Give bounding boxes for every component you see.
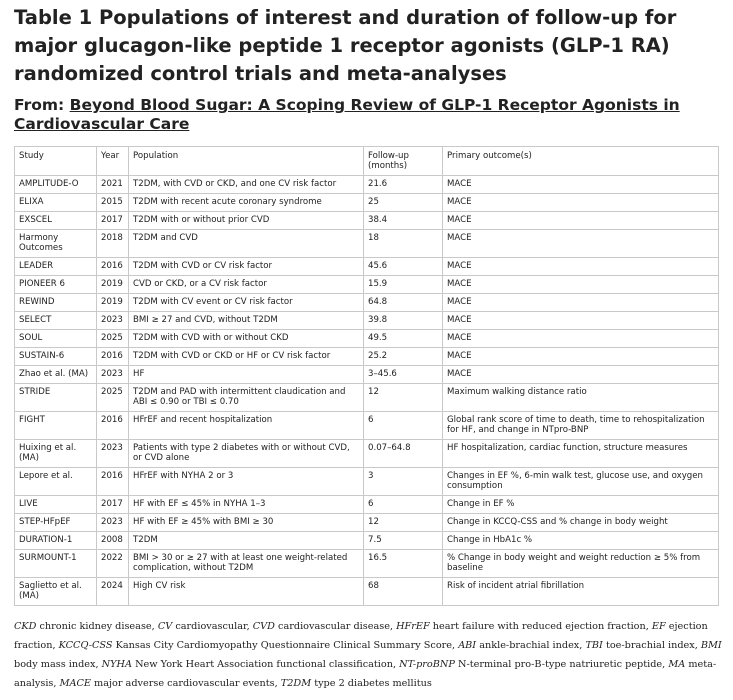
table-row <box>15 258 719 276</box>
population-cell: T2DM with or without prior CVD <box>129 212 364 230</box>
population-cell: BMI > 30 or ≥ 27 with at least one weight-related complication, without T2DM <box>129 550 364 578</box>
table-row <box>15 384 719 412</box>
study-cell: Zhao et al. (MA) <box>15 366 97 384</box>
follow-up-cell: 16.5 <box>364 550 443 578</box>
year-cell: 2023 <box>97 312 129 330</box>
table-row <box>15 294 719 312</box>
abbreviation-definition: heart failure with reduced ejection fraction, <box>429 621 652 632</box>
table-title: Table 1 Populations of interest and duration of follow-up for major glucagon-like peptide 1 receptor agonists (GLP-1 RA) randomized control trials and meta-analyses <box>14 6 677 85</box>
study-cell: Harmony Outcomes <box>15 230 97 258</box>
abbreviation-definition: meta-analysis, <box>14 659 717 689</box>
abbreviation-definition: cardiovascular disease, <box>274 621 397 632</box>
table-header-row <box>15 147 719 176</box>
population-cell: T2DM with recent acute coronary syndrome <box>129 194 364 212</box>
year-cell: 2021 <box>97 176 129 194</box>
year-cell: 2016 <box>97 412 129 440</box>
study-cell: Huixing et al. (MA) <box>15 440 97 468</box>
follow-up-cell: 25.2 <box>364 348 443 366</box>
study-cell: AMPLITUDE-O <box>15 176 97 194</box>
follow-up-cell: 38.4 <box>364 212 443 230</box>
population-cell: HF <box>129 366 364 384</box>
outcome-cell: Risk of incident atrial fibrillation <box>443 578 719 606</box>
table-row <box>15 412 719 440</box>
year-cell: 2025 <box>97 330 129 348</box>
follow-up-cell: 12 <box>364 384 443 412</box>
follow-up-cell: 39.8 <box>364 312 443 330</box>
population-cell: Patients with type 2 diabetes with or without CVD, or CVD alone <box>129 440 364 468</box>
year-cell: 2019 <box>97 294 129 312</box>
follow-up-cell: 45.6 <box>364 258 443 276</box>
population-cell: CVD or CKD, or a CV risk factor <box>129 276 364 294</box>
outcome-cell: Global rank score of time to death, time to rehospitalization for HF, and change in NTpro-BNP <box>443 412 719 440</box>
population-cell: T2DM with CVD or CKD or HF or CV risk factor <box>129 348 364 366</box>
abbreviation-term: MA <box>668 659 686 670</box>
population-cell: HF with EF ≥ 45% with BMI ≥ 30 <box>129 514 364 532</box>
population-cell: T2DM, with CVD or CKD, and one CV risk factor <box>129 176 364 194</box>
abbreviation-term: HFrEF <box>396 621 430 632</box>
follow-up-cell: 12 <box>364 514 443 532</box>
header-population: Population <box>129 147 364 176</box>
abbreviation-definition: type 2 diabetes mellitus <box>311 678 432 689</box>
follow-up-cell: 49.5 <box>364 330 443 348</box>
table-row <box>15 496 719 514</box>
outcome-cell: MACE <box>443 312 719 330</box>
table-row <box>15 348 719 366</box>
table-row <box>15 514 719 532</box>
header-follow-up: Follow-up (months) <box>364 147 443 176</box>
year-cell: 2016 <box>97 348 129 366</box>
table-row <box>15 578 719 606</box>
population-cell: T2DM and PAD with intermittent claudication and ABI ≤ 0.90 or TBI ≤ 0.70 <box>129 384 364 412</box>
table-row <box>15 440 719 468</box>
population-cell: HFrEF with NYHA 2 or 3 <box>129 468 364 496</box>
population-cell: High CV risk <box>129 578 364 606</box>
outcome-cell: Change in EF % <box>443 496 719 514</box>
study-cell: DURATION-1 <box>15 532 97 550</box>
outcome-cell: Changes in EF %, 6-min walk test, glucose use, and oxygen consumption <box>443 468 719 496</box>
study-cell: ELIXA <box>15 194 97 212</box>
population-cell: T2DM <box>129 532 364 550</box>
study-cell: FIGHT <box>15 412 97 440</box>
table-row <box>15 468 719 496</box>
table-row <box>15 212 719 230</box>
outcome-cell: MACE <box>443 276 719 294</box>
year-cell: 2018 <box>97 230 129 258</box>
follow-up-cell: 21.6 <box>364 176 443 194</box>
year-cell: 2024 <box>97 578 129 606</box>
study-cell: SURMOUNT-1 <box>15 550 97 578</box>
study-cell: STRIDE <box>15 384 97 412</box>
year-cell: 2017 <box>97 496 129 514</box>
abbreviation-term: KCCQ-CSS <box>58 640 113 651</box>
abbreviation-definition: Kansas City Cardiomyopathy Questionnaire Clinical Summary Score, <box>112 640 459 651</box>
study-cell: LIVE <box>15 496 97 514</box>
outcome-cell: Change in HbA1c % <box>443 532 719 550</box>
follow-up-cell: 64.8 <box>364 294 443 312</box>
abbreviation-term: ABI <box>458 640 477 651</box>
year-cell: 2015 <box>97 194 129 212</box>
table-body <box>15 176 719 606</box>
abbreviation-term: EF <box>651 621 666 632</box>
population-cell: BMI ≥ 27 and CVD, without T2DM <box>129 312 364 330</box>
table-row <box>15 276 719 294</box>
abbreviations-footnote <box>14 617 724 693</box>
table-row <box>15 176 719 194</box>
outcome-cell: MACE <box>443 294 719 312</box>
year-cell: 2023 <box>97 366 129 384</box>
year-cell: 2016 <box>97 468 129 496</box>
abbreviation-term: CVD <box>252 621 275 632</box>
outcome-cell: Maximum walking distance ratio <box>443 384 719 412</box>
table-row <box>15 366 719 384</box>
study-cell: STEP-HFpEF <box>15 514 97 532</box>
abbreviation-definition: N-terminal pro-B-type natriuretic peptide, <box>454 659 669 670</box>
article-link[interactable]: Beyond Blood Sugar: A Scoping Review of GLP-1 Receptor Agonists in Cardiovascular Care <box>14 96 680 133</box>
header-primary-outcome: Primary outcome(s) <box>443 147 719 176</box>
outcome-cell: MACE <box>443 348 719 366</box>
follow-up-cell: 0.07–64.8 <box>364 440 443 468</box>
abbreviation-definition: toe-brachial index, <box>602 640 701 651</box>
abbreviation-term: T2DM <box>280 678 312 689</box>
outcome-cell: MACE <box>443 258 719 276</box>
study-cell: Saglietto et al. (MA) <box>15 578 97 606</box>
source-line <box>14 96 724 134</box>
outcome-cell: MACE <box>443 230 719 258</box>
abbreviation-term: CKD <box>14 621 37 632</box>
outcome-cell: Change in KCCQ-CSS and % change in body weight <box>443 514 719 532</box>
abbreviation-definition: body mass index, <box>14 659 102 670</box>
follow-up-cell: 7.5 <box>364 532 443 550</box>
year-cell: 2025 <box>97 384 129 412</box>
follow-up-cell: 3 <box>364 468 443 496</box>
follow-up-cell: 3–45.6 <box>364 366 443 384</box>
table-row <box>15 550 719 578</box>
study-cell: REWIND <box>15 294 97 312</box>
study-cell: SUSTAIN-6 <box>15 348 97 366</box>
outcome-cell: MACE <box>443 176 719 194</box>
year-cell: 2017 <box>97 212 129 230</box>
header-study: Study <box>15 147 97 176</box>
study-cell: Lepore et al. <box>15 468 97 496</box>
follow-up-cell: 6 <box>364 412 443 440</box>
outcome-cell: MACE <box>443 330 719 348</box>
abbreviation-definition: cardiovascular, <box>172 621 253 632</box>
population-cell: HF with EF ≤ 45% in NYHA 1–3 <box>129 496 364 514</box>
population-cell: T2DM and CVD <box>129 230 364 258</box>
follow-up-cell: 18 <box>364 230 443 258</box>
table-row <box>15 532 719 550</box>
from-label: From: <box>14 96 70 114</box>
outcome-cell: MACE <box>443 212 719 230</box>
abbreviation-term: NYHA <box>101 659 132 670</box>
follow-up-cell: 6 <box>364 496 443 514</box>
table-row <box>15 230 719 258</box>
population-cell: HFrEF and recent hospitalization <box>129 412 364 440</box>
abbreviation-definition: ejection fraction, <box>14 621 708 651</box>
outcome-cell: HF hospitalization, cardiac function, structure measures <box>443 440 719 468</box>
abbreviation-definition: chronic kidney disease, <box>36 621 158 632</box>
abbreviation-term: CV <box>157 621 173 632</box>
year-cell: 2022 <box>97 550 129 578</box>
follow-up-cell: 25 <box>364 194 443 212</box>
abbreviation-definition: major adverse cardiovascular events, <box>90 678 281 689</box>
population-cell: T2DM with CVD with or without CKD <box>129 330 364 348</box>
table-row <box>15 312 719 330</box>
follow-up-cell: 68 <box>364 578 443 606</box>
year-cell: 2016 <box>97 258 129 276</box>
abbreviation-term: BMI <box>700 640 722 651</box>
population-cell: T2DM with CV event or CV risk factor <box>129 294 364 312</box>
study-cell: EXSCEL <box>15 212 97 230</box>
study-cell: LEADER <box>15 258 97 276</box>
year-cell: 2019 <box>97 276 129 294</box>
study-cell: PIONEER 6 <box>15 276 97 294</box>
abbreviation-definition: ankle-brachial index, <box>476 640 586 651</box>
abbreviation-term: TBI <box>585 640 603 651</box>
table-row <box>15 330 719 348</box>
abbreviation-term: NT-proBNP <box>399 659 455 670</box>
outcome-cell: MACE <box>443 194 719 212</box>
header-year: Year <box>97 147 129 176</box>
year-cell: 2023 <box>97 514 129 532</box>
table-row <box>15 194 719 212</box>
follow-up-cell: 15.9 <box>364 276 443 294</box>
year-cell: 2023 <box>97 440 129 468</box>
study-cell: SELECT <box>15 312 97 330</box>
outcome-cell: MACE <box>443 366 719 384</box>
year-cell: 2008 <box>97 532 129 550</box>
population-cell: T2DM with CVD or CV risk factor <box>129 258 364 276</box>
abbreviation-definition: New York Heart Association functional classification, <box>132 659 400 670</box>
outcome-cell: % Change in body weight and weight reduction ≥ 5% from baseline <box>443 550 719 578</box>
abbreviation-term: MACE <box>59 678 91 689</box>
data-table <box>14 146 719 606</box>
study-cell: SOUL <box>15 330 97 348</box>
